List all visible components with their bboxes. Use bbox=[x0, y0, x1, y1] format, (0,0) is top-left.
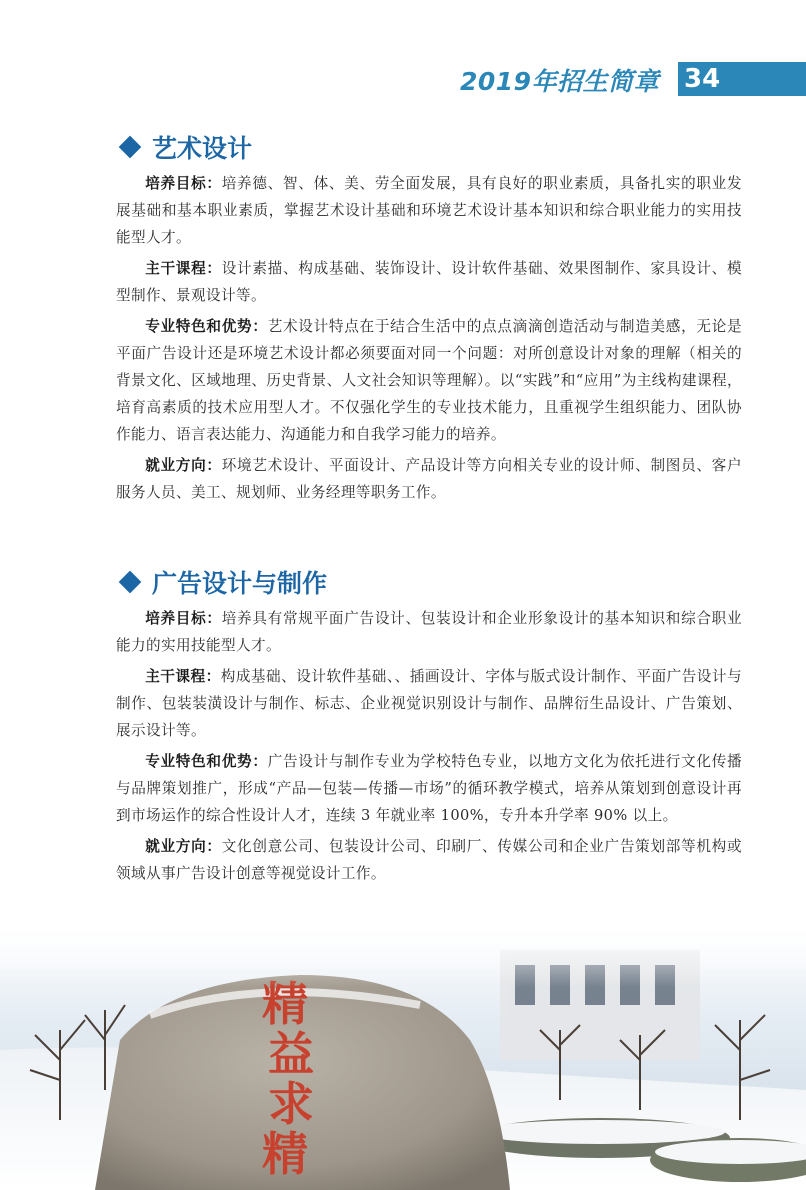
paragraph-label: 培养目标： bbox=[145, 175, 222, 192]
paragraph-training-goal bbox=[116, 170, 742, 251]
paragraph-label: 主干课程： bbox=[145, 668, 221, 685]
page-header bbox=[0, 62, 806, 98]
paragraph-label: 就业方向： bbox=[145, 838, 222, 855]
paragraph-label: 专业特色和优势： bbox=[145, 753, 268, 770]
paragraph-employment bbox=[116, 833, 742, 887]
paragraph-text: 培养德、智、体、美、劳全面发展，具有良好的职业素质，具备扎实的职业发展基础和基本职业素质，掌握艺术设计基础和环境艺术设计基本知识和综合职业能力的实用技能型人才。 bbox=[116, 175, 742, 246]
section-art-design bbox=[116, 130, 742, 510]
campus-photo-illustration bbox=[0, 920, 806, 1190]
section-advertising-design bbox=[116, 565, 742, 891]
paragraph-text: 培养具有常规平面广告设计、包装设计和企业形象设计的基本知识和综合职业能力的实用技能型人才。 bbox=[116, 610, 742, 654]
section-title: 广告设计与制作 bbox=[116, 565, 742, 603]
campus-photo bbox=[0, 920, 806, 1190]
paragraph-text: 艺术设计特点在于结合生活中的点点滴滴创造活动与制造美感，无论是平面广告设计还是环境艺术设计都必须要面对同一个问题：对所创意设计对象的理解（相关的背景文化、区域地理、历史背景、人文社会知识等理解）。以“实践”和“应用”为主线构建课程，培育高素质的技术应用型人才。不仅强化学生的专业技术能力，且重视学生组织能力、团队协作能力、语言表达能力、沟通能力和自我学习能力的培养。 bbox=[116, 318, 743, 443]
brochure-title: 2019年招生简章 bbox=[460, 67, 660, 96]
paragraph-text: 广告设计与制作专业为学校特色专业，以地方文化为依托进行文化传播与品牌策划推广，形成“产品—包装—传播—市场”的循环教学模式，培养从策划到创意设计再到市场运作的综合性设计人才，连续 3 年就业率 100%，专升本升学率 90% 以上。 bbox=[116, 753, 743, 824]
paragraph-text: 文化创意公司、包装设计公司、印刷厂、传媒公司和企业广告策划部等机构或领域从事广告设计创意等视觉设计工作。 bbox=[116, 838, 742, 882]
paragraph-label: 专业特色和优势： bbox=[145, 318, 268, 335]
paragraph-text: 环境艺术设计、平面设计、产品设计等方向相关专业的设计师、制图员、客户服务人员、美工、规划师、业务经理等职务工作。 bbox=[116, 457, 742, 501]
diamond-bullet-icon bbox=[119, 571, 142, 594]
paragraph-employment bbox=[116, 452, 742, 506]
paragraph-core-courses bbox=[116, 255, 742, 309]
paragraph-features bbox=[116, 313, 742, 448]
paragraph-label: 就业方向： bbox=[145, 457, 222, 474]
paragraph-text: 构成基础、设计软件基础、、插画设计、字体与版式设计制作、平面广告设计与制作、包装装潢设计与制作、标志、企业视觉识别设计与制作、品牌衍生品设计、广告策划、展示设计等。 bbox=[116, 668, 742, 739]
page-number: 34 bbox=[684, 64, 721, 94]
paragraph-features bbox=[116, 748, 742, 829]
paragraph-text: 设计素描、构成基础、装饰设计、设计软件基础、效果图制作、家具设计、模型制作、景观设计等。 bbox=[116, 260, 742, 304]
paragraph-label: 培养目标： bbox=[145, 610, 222, 627]
section-title: 艺术设计 bbox=[116, 130, 742, 168]
paragraph-training-goal bbox=[116, 605, 742, 659]
diamond-bullet-icon bbox=[119, 136, 142, 159]
paragraph-label: 主干课程： bbox=[145, 260, 222, 277]
paragraph-core-courses bbox=[116, 663, 742, 744]
